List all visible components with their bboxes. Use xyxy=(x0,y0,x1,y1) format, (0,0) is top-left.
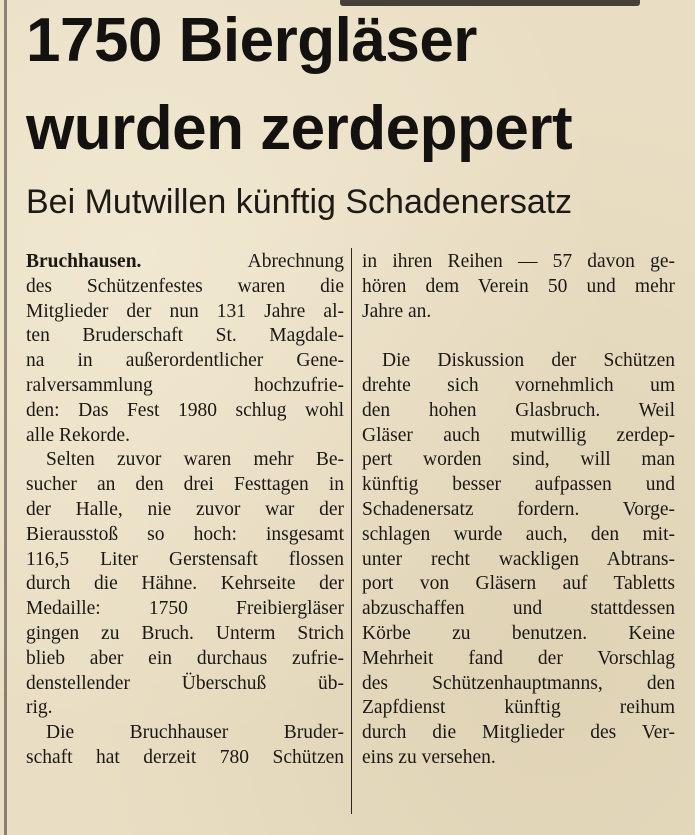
text-line: Gläser auch mutwillig zerdep- xyxy=(362,424,675,446)
headline-line-2: wurden zerdeppert xyxy=(26,94,573,163)
text-line: durch die Hähne. Kehrseite der xyxy=(26,573,344,595)
text-line: ten Bruderschaft St. Magdale- xyxy=(26,325,344,347)
column-divider xyxy=(351,248,352,814)
text-line: schaft hat derzeit 780 Schützen xyxy=(26,746,344,768)
paragraph-gap xyxy=(362,324,675,349)
text-line: sucher an den drei Festtagen in xyxy=(26,474,344,496)
text-line: Mehrheit fand der Vorschlag xyxy=(362,647,675,669)
clipping-edge-rule xyxy=(4,0,7,835)
text-line: durch die Mitglieder des Ver- xyxy=(362,722,675,744)
text-line: eins zu versehen. xyxy=(362,746,496,768)
text-line: pert worden sind, will man xyxy=(362,449,675,471)
text-line: gingen zu Bruch. Unterm Strich xyxy=(26,622,344,644)
subheadline: Bei Mutwillen künftig Schadenersatz xyxy=(26,183,573,221)
text-line: des Schützenhauptmanns, den xyxy=(362,672,675,694)
text-line: des Schützenfestes waren die xyxy=(26,275,344,297)
dateline: Bruchhausen. xyxy=(26,251,142,272)
article-column-left xyxy=(26,250,344,771)
article-column-right xyxy=(362,250,675,771)
text-line: drehte sich vornehmlich um xyxy=(362,374,675,396)
text-line: den hohen Glasbruch. Weil xyxy=(362,399,675,421)
headline-line-1: 1750 Biergläser xyxy=(26,6,477,75)
text-line: in ihren Reihen — 57 davon ge- xyxy=(362,251,675,272)
text-line: Die Bruchhauser Bruder- xyxy=(46,722,344,744)
text-line: der Halle, nie zuvor war der xyxy=(26,498,344,520)
text-line: denstellender Überschuß üb- xyxy=(26,672,344,694)
text-line: Die Diskussion der Schützen xyxy=(382,350,675,372)
text-line: den: Das Fest 1980 schlug wohl xyxy=(26,399,344,421)
text-line: na in außerordentlicher Gene- xyxy=(26,350,344,372)
text-line: Mitglieder der nun 131 Jahre al- xyxy=(26,300,344,322)
text-line: 116,5 Liter Gerstensaft flossen xyxy=(26,548,344,570)
text-line: Bierausstoß so hoch: insgesamt xyxy=(26,523,344,545)
text-line: blieb aber ein durchaus zufrie- xyxy=(26,647,344,669)
text-line-fragment: Abrechnung xyxy=(247,251,344,272)
text-line: Zapfdienst künftig reihum xyxy=(362,697,675,719)
text-line: Schadenersatz fordern. Vorge- xyxy=(362,498,675,520)
text-line: rig. xyxy=(26,697,53,719)
text-line: Selten zuvor waren mehr Be- xyxy=(46,449,344,471)
text-line xyxy=(26,250,344,275)
text-line: hören dem Verein 50 und mehr xyxy=(362,275,675,297)
text-line: Körbe zu benutzen. Keine xyxy=(362,622,675,644)
text-line: port von Gläsern auf Tabletts xyxy=(362,573,675,595)
text-line: ralversammlung hochzufrie- xyxy=(26,374,344,396)
text-line: alle Rekorde. xyxy=(26,424,130,446)
text-line: Jahre an. xyxy=(362,300,432,322)
text-line: unter recht wackligen Abtrans- xyxy=(362,548,675,570)
text-line: abzuschaffen und stattdessen xyxy=(362,598,675,620)
text-line: schlagen wurde auch, den mit- xyxy=(362,523,675,545)
text-line: künftig besser aufpassen und xyxy=(362,474,675,496)
text-line: Medaille: 1750 Freibiergläser xyxy=(26,598,344,620)
